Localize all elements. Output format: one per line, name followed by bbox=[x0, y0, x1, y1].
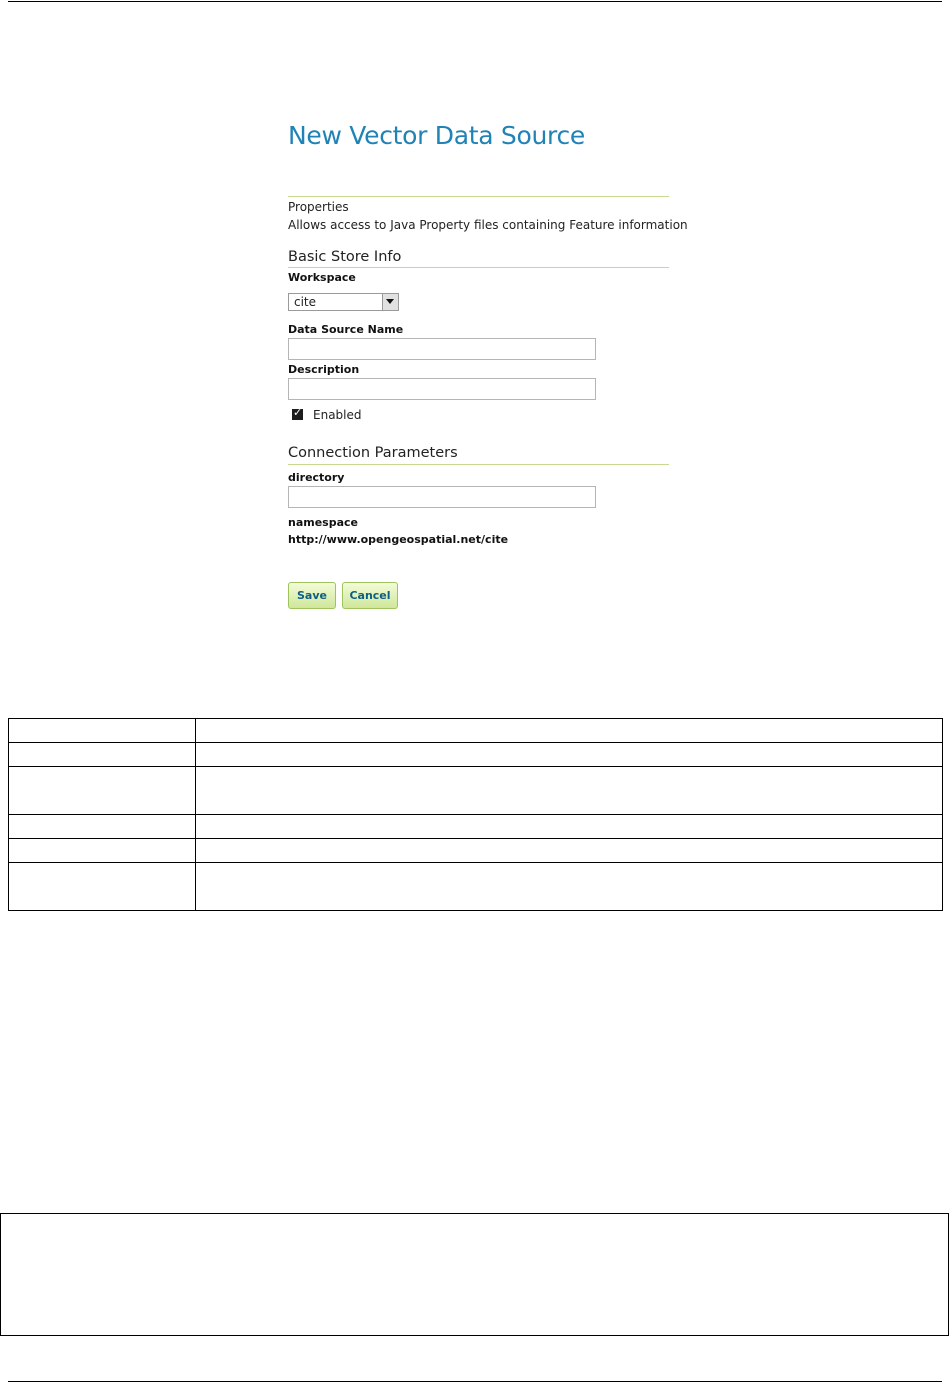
directory-input[interactable] bbox=[288, 486, 596, 508]
table-cell bbox=[196, 743, 943, 767]
table-cell bbox=[9, 863, 196, 911]
directory-label: directory bbox=[288, 471, 345, 484]
description-input[interactable] bbox=[288, 378, 596, 400]
table-row bbox=[9, 719, 943, 743]
page-top-rule bbox=[8, 1, 942, 2]
table-cell bbox=[9, 767, 196, 815]
table-row bbox=[9, 767, 943, 815]
cancel-button[interactable]: Cancel bbox=[342, 582, 398, 609]
table-cell bbox=[196, 815, 943, 839]
store-type: Properties bbox=[288, 200, 349, 214]
page-title: New Vector Data Source bbox=[288, 121, 585, 150]
table-cell bbox=[196, 719, 943, 743]
enabled-checkbox[interactable] bbox=[292, 406, 303, 420]
connection-parameters-heading: Connection Parameters bbox=[288, 445, 458, 461]
table-row bbox=[9, 815, 943, 839]
table-row bbox=[9, 863, 943, 911]
data-source-name-label: Data Source Name bbox=[288, 323, 404, 336]
table-cell bbox=[9, 839, 196, 863]
table-cell bbox=[9, 719, 196, 743]
description-label: Description bbox=[288, 363, 360, 376]
workspace-select[interactable] bbox=[288, 293, 399, 311]
store-description: Allows access to Java Property files containing Feature information bbox=[288, 218, 688, 232]
workspace-selected-value: cite bbox=[294, 295, 317, 309]
divider bbox=[288, 464, 669, 465]
dropdown-button[interactable] bbox=[382, 294, 398, 310]
table-cell bbox=[9, 815, 196, 839]
table-cell bbox=[9, 743, 196, 767]
basic-store-info-heading: Basic Store Info bbox=[288, 249, 402, 265]
empty-table bbox=[8, 718, 943, 911]
namespace-label: namespace bbox=[288, 516, 359, 529]
workspace-label: Workspace bbox=[288, 271, 356, 284]
namespace-value: http://www.opengeospatial.net/cite bbox=[288, 533, 509, 546]
table-cell bbox=[196, 767, 943, 815]
save-button[interactable]: Save bbox=[288, 582, 336, 609]
table-row bbox=[9, 839, 943, 863]
divider bbox=[288, 267, 669, 268]
chevron-down-icon bbox=[386, 299, 394, 304]
table-cell bbox=[196, 839, 943, 863]
check-icon: ✓ bbox=[293, 406, 303, 419]
data-source-name-input[interactable] bbox=[288, 338, 596, 360]
divider bbox=[288, 196, 669, 197]
table-row bbox=[9, 743, 943, 767]
empty-code-box bbox=[0, 1213, 949, 1336]
table-cell bbox=[196, 863, 943, 911]
enabled-label: Enabled bbox=[313, 408, 362, 422]
